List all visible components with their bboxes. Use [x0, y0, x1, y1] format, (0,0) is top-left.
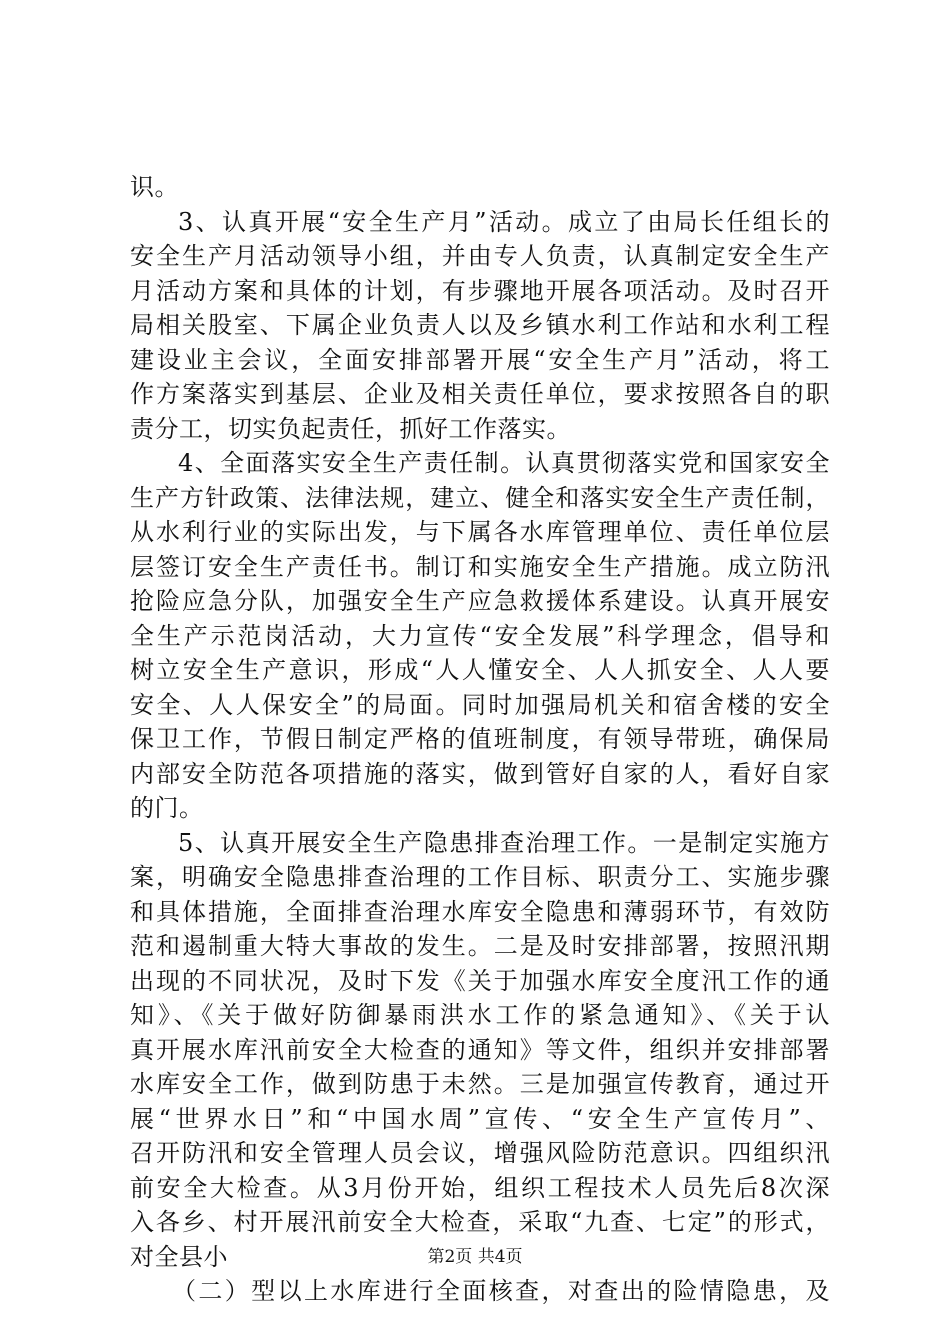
- document-body: [130, 170, 830, 1309]
- text-line: 生产方针政策、法律法规，建立、健全和落实安全生产责任制，: [130, 483, 830, 512]
- text-line: 的门。: [130, 794, 204, 822]
- text-line: 保卫工作，节假日制定严格的值班制度，有领导带班，确保局: [130, 725, 830, 753]
- paragraph-5-start: 5、认真开展安全生产隐患排查治理工作。一是制定实施方: [178, 828, 830, 857]
- text-line: 识。: [130, 173, 179, 201]
- paragraph-3-start: 3、认真开展“安全生产月”活动。成立了由局长任组长的: [178, 207, 830, 236]
- text-line: 水库安全工作，做到防患于未然。三是加强宣传教育，通过开: [130, 1070, 830, 1098]
- text-line: 召开防汛和安全管理人员会议，增强风险防范意识。四组织汛: [130, 1139, 830, 1167]
- text-line: 入各乡、村开展汛前安全大检查，采取“九查、七定”的形式，: [130, 1208, 830, 1236]
- text-line: 范和遏制重大特大事故的发生。二是及时安排部署，按照汛期: [130, 932, 830, 960]
- text-line: 月活动方案和具体的计划，有步骤地开展各项活动。及时召开: [130, 276, 830, 305]
- text-line: 展“世界水日”和“中国水周”宣传、“安全生产宣传月”、: [130, 1104, 830, 1133]
- text-line: 安全生产月活动领导小组，并由专人负责，认真制定安全生产: [130, 242, 830, 270]
- text-line: 案，明确安全隐患排查治理的工作目标、职责分工、实施步骤: [130, 863, 830, 891]
- text-line: 出现的不同状况，及时下发《关于加强水库安全度汛工作的通: [130, 966, 830, 995]
- text-line: 抢险应急分队，加强安全生产应急救援体系建设。认真开展安: [130, 587, 830, 615]
- text-line: 真开展水库汛前安全大检查的通知》等文件，组织并安排部署: [130, 1035, 830, 1064]
- text-line: 从水利行业的实际出发，与下属各水库管理单位、责任单位层: [130, 518, 830, 546]
- text-line: 前安全大检查。从3月份开始，组织工程技术人员先后8次深: [130, 1173, 830, 1202]
- text-line: 知》、《关于做好防御暴雨洪水工作的紧急通知》、《关于认: [130, 1001, 830, 1029]
- text-line: 全生产示范岗活动，大力宣传“安全发展”科学理念，倡导和: [130, 621, 830, 650]
- text-line: 作方案落实到基层、企业及相关责任单位，要求按照各自的职: [130, 380, 830, 408]
- text-line: 对全县小: [130, 1242, 228, 1271]
- text-line: 和具体措施，全面排查治理水库安全隐患和薄弱环节，有效防: [130, 897, 830, 926]
- paragraph-4-start: 4、全面落实安全生产责任制。认真贯彻落实党和国家安全: [178, 449, 830, 477]
- section-heading-line: （二）型以上水库进行全面核查，对查出的险情隐患，及: [172, 1277, 830, 1305]
- text-line: 安全、人人保安全”的局面。同时加强局机关和宿舍楼的安全: [130, 690, 830, 719]
- text-line: 责分工，切实负起责任，抓好工作落实。: [130, 414, 571, 443]
- text-line: 建设业主会议，全面安排部署开展“安全生产月”活动，将工: [130, 345, 830, 374]
- page-number: 第2页 共4页: [427, 1247, 523, 1267]
- text-line: 内部安全防范各项措施的落实，做到管好自家的人，看好自家: [130, 759, 830, 788]
- text-line: 层签订安全生产责任书。制订和实施安全生产措施。成立防汛: [130, 552, 830, 581]
- text-line: 局相关股室、下属企业负责人以及乡镇水利工作站和水利工程: [130, 311, 830, 339]
- text-line: 树立安全生产意识，形成“人人懂安全、人人抓安全、人人要: [130, 656, 830, 684]
